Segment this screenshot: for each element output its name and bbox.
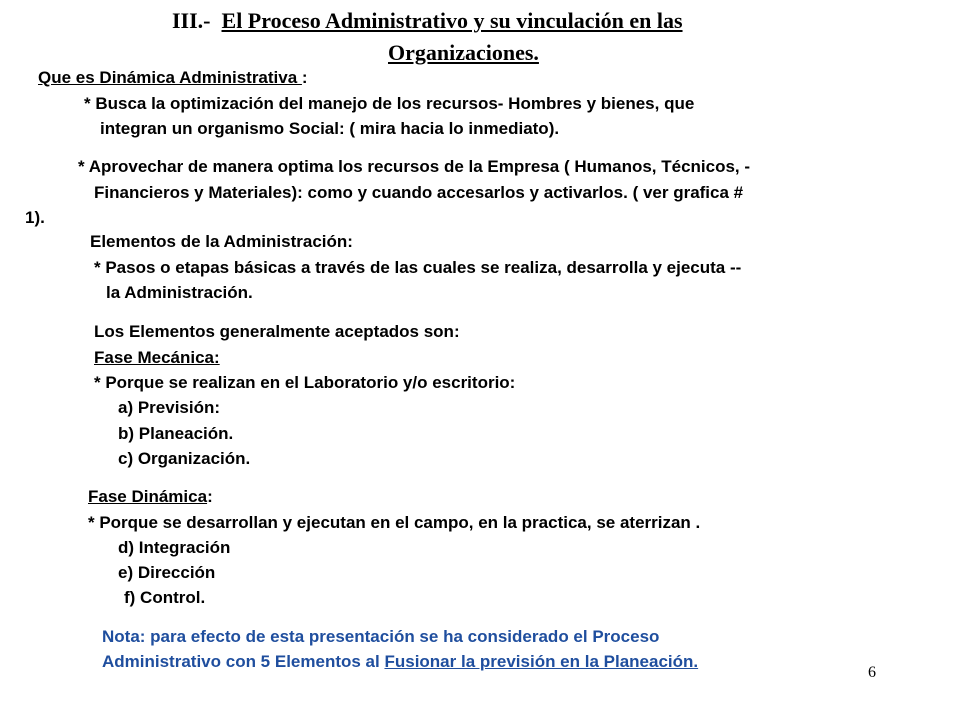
elementos-bullet-line1: * Pasos o etapas básicas a través de las cuales se realiza, desarrolla y ejecuta -- (94, 258, 742, 277)
slide-title-line1 (172, 8, 683, 34)
fase-dinamica-reason: * Porque se desarrollan y ejecutan en el campo, en la practica, se aterrizan . (88, 513, 701, 532)
elementos-bullet-line2: la Administración. (106, 283, 253, 302)
fase-mecanica-item: c) Organización. (118, 449, 251, 468)
dinamica-heading-colon: : (301, 68, 308, 87)
fase-mecanica-heading: Fase Mecánica: (94, 348, 220, 367)
fase-dinamica-heading-colon: : (207, 487, 213, 506)
nota-line2-prefix: Administrativo con 5 Elementos al (102, 652, 385, 671)
dinamica-bullet2-line1: * Aprovechar de manera optima los recursos de la Empresa ( Humanos, Técnicos, - (78, 157, 751, 176)
title-prefix: III.- (172, 8, 211, 33)
slide-title-line2: Organizaciones. (388, 40, 539, 65)
elementos-aceptados: Los Elementos generalmente aceptados son: (94, 322, 460, 341)
fase-mecanica-item: b) Planeación. (118, 424, 234, 443)
page-number: 6 (868, 664, 876, 681)
fase-dinamica-item: d) Integración (118, 538, 231, 557)
dinamica-heading (38, 68, 308, 88)
nota-line1: Nota: para efecto de esta presentación se ha considerado el Proceso (102, 627, 660, 646)
fase-dinamica-heading (88, 487, 213, 507)
dinamica-bullet1-line2: integran un organismo Social: ( mira hacia lo inmediato). (100, 119, 560, 138)
dinamica-heading-text: Que es Dinámica Administrativa (38, 68, 302, 87)
nota-line2 (102, 652, 698, 672)
fase-dinamica-item: e) Dirección (118, 563, 216, 582)
fase-dinamica-heading-text: Fase Dinámica (88, 487, 208, 506)
nota-fusion-link[interactable]: Fusionar la previsión en la Planeación. (384, 652, 699, 671)
title-text-line1: El Proceso Administrativo y su vinculación en las (221, 8, 683, 33)
dinamica-bullet2-line3: 1). (25, 208, 45, 227)
dinamica-bullet2-line2: Financieros y Materiales): como y cuando accesarlos y activarlos. ( ver grafica # (94, 183, 744, 202)
fase-mecanica-reason: * Porque se realizan en el Laboratorio y/o escritorio: (94, 373, 516, 392)
fase-dinamica-item: f) Control. (124, 588, 206, 607)
elementos-heading: Elementos de la Administración: (90, 232, 353, 251)
fase-mecanica-item: a) Previsión: (118, 398, 221, 417)
dinamica-bullet1-line1: * Busca la optimización del manejo de los recursos- Hombres y bienes, que (84, 94, 695, 113)
